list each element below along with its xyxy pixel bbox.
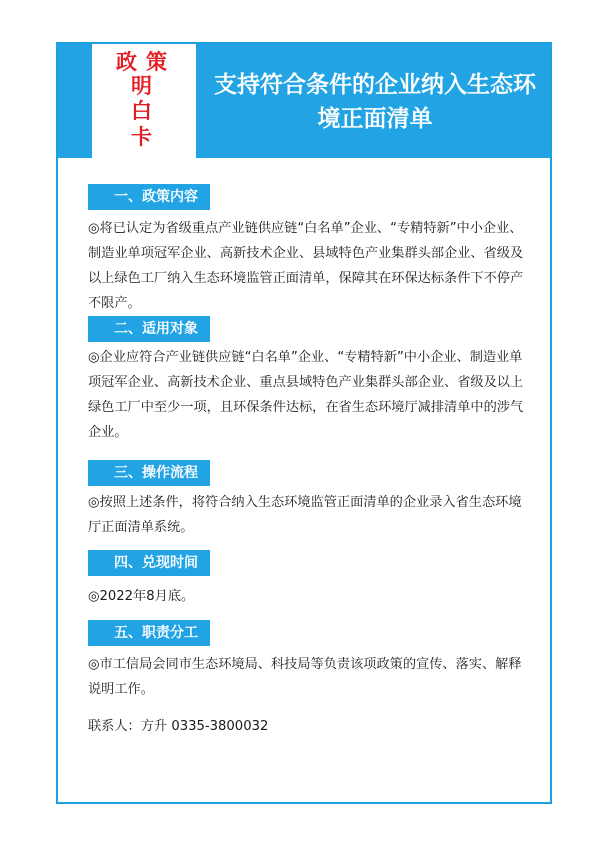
section-heading-target: 二、适用对象 [88,316,210,342]
section-body-content: ◎将已认定为省级重点产业链供应链“白名单”企业、“专精特新”中小企业、制造业单项冠军企业、高新技术企业、县域特色产业集群头部企业、省级及以上绿色工厂纳入生态环境监管正面清单，保障其在环保达标条件下不停产不限产。 [88,221,524,311]
policy-badge [92,44,196,158]
page-title: 支持符合条件的企业纳入生态环境正面清单 [214,72,536,132]
header-banner [58,44,550,158]
badge-char: 白 [131,98,152,123]
badge-char: 政 [116,49,137,74]
badge-char: 明 [131,73,152,98]
section-body-time: ◎2022年8月底。 [88,589,195,604]
contact-info: 联系人：方升 0335-3800032 [88,719,269,734]
badge-char: 卡 [131,124,152,149]
section-heading-process: 三、操作流程 [88,460,210,486]
section-body-target: ◎企业应符合产业链供应链“白名单”企业、“专精特新”中小企业、制造业单项冠军企业、高新技术企业、重点县域特色产业集群头部企业、省级及以上绿色工厂中至少一项，且环保条件达标，在省生态环境厅减排清单中的涉气企业。 [88,350,524,440]
section-body-duty: ◎市工信局会同市生态环境局、科技局等负责该项政策的宣传、落实、解释说明工作。 [88,657,522,697]
section-heading-time: 四、兑现时间 [88,550,210,576]
section-body-process: ◎按照上述条件，将符合纳入生态环境监管正面清单的企业录入省生态环境厅正面清单系统。 [88,495,522,535]
badge-char: 策 [146,49,167,74]
policy-card [56,42,552,804]
section-heading-content: 一、政策内容 [88,184,210,210]
section-heading-duty: 五、职责分工 [88,620,210,646]
